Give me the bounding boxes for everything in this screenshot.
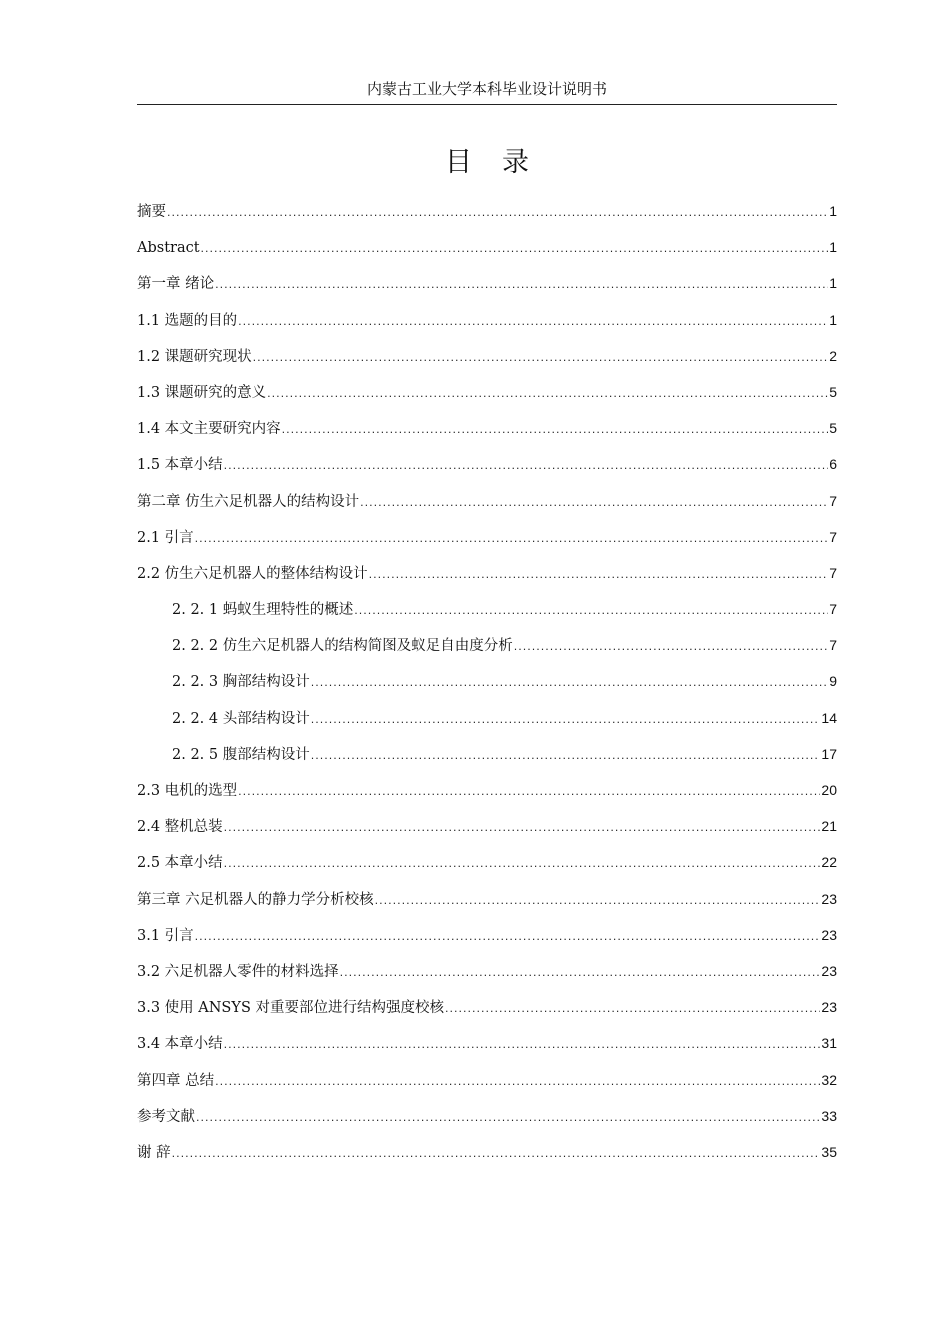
- toc-entry-page-number: 32: [821, 1071, 837, 1088]
- toc-dot-leader: [224, 1033, 821, 1057]
- toc-dot-leader: [375, 889, 821, 913]
- toc-entry[interactable]: [137, 561, 837, 597]
- toc-dot-leader: [238, 310, 828, 334]
- toc-entry-page-number: 6: [829, 456, 837, 473]
- table-of-contents: [137, 199, 837, 1176]
- toc-entry[interactable]: [137, 235, 837, 271]
- toc-entry[interactable]: [137, 199, 837, 235]
- toc-entry-label: 2. 2. 1 蚂蚁生理特性的概述: [172, 602, 354, 619]
- toc-entry-page-number: 1: [829, 275, 837, 292]
- toc-dot-leader: [311, 708, 821, 732]
- toc-entry-label: 1.2 课题研究现状: [137, 348, 252, 365]
- toc-entry[interactable]: [137, 887, 837, 923]
- toc-entry[interactable]: [137, 489, 837, 525]
- toc-entry-page-number: 7: [829, 528, 837, 545]
- toc-entry-page-number: 31: [821, 1035, 837, 1052]
- toc-dot-leader: [201, 237, 829, 261]
- toc-dot-leader: [224, 816, 821, 840]
- toc-dot-leader: [195, 925, 821, 949]
- toc-entry-label: 2.1 引言: [137, 529, 194, 546]
- toc-entry-page-number: 35: [821, 1143, 837, 1160]
- toc-entry-page-number: 20: [821, 782, 837, 798]
- toc-entry[interactable]: [137, 525, 837, 561]
- toc-entry-label: 2.5 本章小结: [137, 855, 223, 872]
- toc-entry[interactable]: [137, 995, 837, 1031]
- toc-dot-leader: [340, 961, 821, 985]
- toc-entry[interactable]: [137, 706, 837, 742]
- toc-entry-label: 2. 2. 2 仿生六足机器人的结构简图及蚁足自由度分析: [172, 638, 513, 655]
- toc-dot-leader: [224, 852, 821, 876]
- toc-entry-page-number: 17: [821, 745, 837, 762]
- toc-entry-label: 2. 2. 4 头部结构设计: [172, 710, 310, 727]
- toc-entry[interactable]: [137, 271, 837, 307]
- toc-entry[interactable]: [137, 850, 837, 886]
- toc-dot-leader: [311, 671, 828, 695]
- toc-dot-leader: [282, 418, 829, 442]
- toc-entry-label: 2. 2. 3 胸部结构设计: [172, 674, 310, 691]
- toc-dot-leader: [514, 635, 828, 659]
- toc-entry-page-number: 23: [821, 962, 837, 979]
- toc-dot-leader: [253, 346, 829, 370]
- toc-entry-page-number: 1: [829, 203, 837, 219]
- toc-entry-label: 2.3 电机的选型: [137, 783, 238, 799]
- toc-dot-leader: [167, 201, 828, 225]
- toc-entry-label: 谢 辞: [137, 1144, 171, 1161]
- toc-entry[interactable]: [137, 452, 837, 488]
- toc-entry[interactable]: [137, 416, 837, 452]
- toc-entry-label: 3.3 使用 ANSYS 对重要部位进行结构强度校核: [137, 1000, 444, 1017]
- toc-entry-label: Abstract: [137, 240, 200, 257]
- toc-entry-label: 参考文献: [137, 1108, 195, 1125]
- toc-entry-label: 摘要: [137, 204, 166, 220]
- toc-dot-leader: [215, 273, 828, 297]
- toc-entry[interactable]: [137, 597, 837, 633]
- toc-dot-leader: [196, 1106, 820, 1130]
- toc-entry[interactable]: [137, 778, 837, 814]
- toc-entry-label: 第二章 仿生六足机器人的结构设计: [137, 493, 360, 510]
- toc-entry-label: 3.4 本章小结: [137, 1036, 223, 1053]
- toc-entry[interactable]: [137, 742, 837, 778]
- toc-entry-page-number: 1: [829, 239, 837, 256]
- toc-entry-label: 2.2 仿生六足机器人的整体结构设计: [137, 565, 368, 582]
- toc-entry-page-number: 5: [829, 383, 837, 400]
- toc-dot-leader: [445, 997, 820, 1021]
- toc-entry-page-number: 23: [821, 999, 837, 1016]
- toc-entry[interactable]: [137, 380, 837, 416]
- toc-dot-leader: [354, 599, 828, 623]
- toc-dot-leader: [369, 563, 829, 587]
- toc-dot-leader: [267, 382, 828, 406]
- toc-entry-page-number: 2: [829, 347, 837, 364]
- toc-dot-leader: [311, 744, 821, 768]
- toc-entry[interactable]: [137, 1031, 837, 1067]
- toc-entry-page-number: 23: [821, 926, 837, 943]
- toc-entry-label: 1.1 选题的目的: [137, 312, 238, 329]
- toc-entry[interactable]: [137, 923, 837, 959]
- toc-entry[interactable]: [137, 1104, 837, 1140]
- toc-dot-leader: [360, 491, 828, 515]
- page-header: 内蒙古工业大学本科毕业设计说明书: [137, 78, 837, 105]
- toc-entry[interactable]: [137, 1068, 837, 1104]
- toc-entry-page-number: 7: [829, 564, 837, 581]
- toc-dot-leader: [195, 527, 829, 551]
- toc-entry-page-number: 14: [821, 709, 837, 726]
- toc-dot-leader: [172, 1142, 821, 1166]
- toc-title: 目录: [445, 147, 559, 178]
- toc-entry-page-number: 9: [829, 673, 837, 690]
- toc-dot-leader: [224, 454, 829, 478]
- toc-entry-label: 3.2 六足机器人零件的材料选择: [137, 963, 339, 980]
- toc-entry-label: 3.1 引言: [137, 927, 194, 944]
- toc-entry[interactable]: [137, 814, 837, 850]
- toc-dot-leader: [238, 780, 820, 804]
- toc-entry-label: 1.5 本章小结: [137, 457, 223, 474]
- toc-entry-label: 1.3 课题研究的意义: [137, 384, 267, 401]
- toc-entry-label: 1.4 本文主要研究内容: [137, 421, 281, 438]
- toc-entry-page-number: 22: [821, 854, 837, 871]
- toc-entry[interactable]: [137, 633, 837, 669]
- toc-entry[interactable]: [137, 308, 837, 344]
- toc-entry-page-number: 1: [829, 311, 837, 328]
- toc-entry-page-number: 21: [821, 818, 837, 835]
- toc-entry-page-number: 23: [821, 890, 837, 907]
- toc-entry-page-number: 5: [829, 420, 837, 437]
- toc-entry-label: 第三章 六足机器人的静力学分析校核: [137, 891, 374, 908]
- toc-entry[interactable]: [137, 344, 837, 380]
- toc-dot-leader: [215, 1070, 820, 1094]
- toc-entry[interactable]: [137, 959, 837, 995]
- toc-entry[interactable]: [137, 1140, 837, 1176]
- toc-entry-label: 第一章 绪论: [137, 276, 215, 293]
- toc-entry-page-number: 7: [829, 601, 837, 618]
- toc-entry-page-number: 7: [829, 637, 837, 654]
- toc-entry-label: 第四章 总结: [137, 1072, 215, 1089]
- toc-entry-page-number: 7: [829, 492, 837, 509]
- toc-entry-label: 2.4 整机总装: [137, 819, 223, 836]
- toc-entry-page-number: 33: [821, 1107, 837, 1124]
- toc-entry[interactable]: [137, 669, 837, 705]
- toc-entry-label: 2. 2. 5 腹部结构设计: [172, 746, 310, 763]
